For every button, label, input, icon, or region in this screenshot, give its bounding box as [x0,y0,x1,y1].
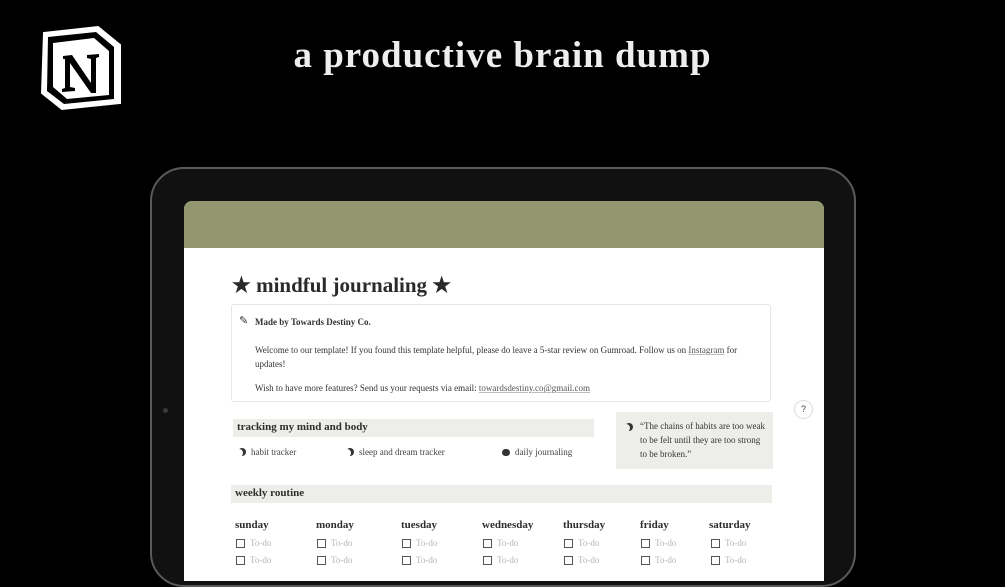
callout-wish [255,383,590,393]
checkbox-icon[interactable] [641,556,650,565]
tracking-heading: tracking my mind and body [233,419,594,437]
weekly-heading: weekly routine [231,485,772,503]
todo-placeholder: To-do [725,555,747,565]
callout-made-by: Made by Towards Destiny Co. [255,317,371,327]
link-sleep-tracker[interactable] [346,447,445,457]
quote-callout[interactable] [616,412,773,469]
todo-placeholder: To-do [578,538,600,548]
todo-item[interactable] [711,555,746,565]
wish-text: Wish to have more features? Send us your requests via email: [255,383,479,393]
cover-image[interactable] [184,201,824,248]
checkbox-icon[interactable] [317,556,326,565]
todo-item[interactable] [402,538,437,548]
todo-placeholder: To-do [497,538,519,548]
day-wednesday: wednesday [482,519,534,531]
todo-item[interactable] [402,555,437,565]
checkbox-icon[interactable] [402,556,411,565]
link-daily-journaling[interactable] [502,447,572,457]
help-button[interactable]: ? [794,400,813,419]
checkbox-icon[interactable] [564,556,573,565]
checkbox-icon[interactable] [402,539,411,548]
todo-item[interactable] [564,538,599,548]
day-monday: monday [316,519,354,531]
todo-item[interactable] [641,555,676,565]
todo-placeholder: To-do [250,555,272,565]
day-tuesday: tuesday [401,519,438,531]
info-callout[interactable] [231,304,771,402]
link-habit-tracker[interactable] [238,447,296,457]
instagram-link[interactable]: Instagram [688,345,725,355]
todo-item[interactable] [317,538,352,548]
checkbox-icon[interactable] [483,539,492,548]
checkbox-icon[interactable] [317,539,326,548]
todo-item[interactable] [317,555,352,565]
chat-bubble-icon [502,449,510,456]
pencil-icon: ✎ [239,315,249,327]
checkbox-icon[interactable] [236,539,245,548]
notion-page [184,201,824,581]
checkbox-icon[interactable] [236,556,245,565]
email-link[interactable]: towardsdestiny.co@gmail.com [478,383,591,393]
checkbox-icon[interactable] [564,539,573,548]
todo-placeholder: To-do [578,555,600,565]
checkbox-icon[interactable] [483,556,492,565]
moon-icon [625,423,633,431]
checkbox-icon[interactable] [711,539,720,548]
todo-placeholder: To-do [416,538,438,548]
callout-welcome [255,343,755,371]
todo-placeholder: To-do [497,555,519,565]
moon-icon [346,448,354,456]
todo-item[interactable] [564,555,599,565]
link-label: sleep and dream tracker [359,447,445,457]
todo-item[interactable] [236,538,271,548]
todo-placeholder: To-do [655,555,677,565]
checkbox-icon[interactable] [711,556,720,565]
page-title[interactable]: ★ mindful journaling ★ [232,273,452,297]
tablet-camera [163,408,168,413]
link-label: habit tracker [251,447,297,457]
link-label: daily journaling [515,447,573,457]
todo-item[interactable] [483,538,518,548]
moon-icon [238,448,246,456]
day-friday: friday [640,519,669,531]
todo-placeholder: To-do [250,538,272,548]
welcome-text: Welcome to our template! If you found this template helpful, please do leave a 5-star review on Gumroad. Follow us on [255,345,689,355]
todo-item[interactable] [711,538,746,548]
todo-placeholder: To-do [416,555,438,565]
todo-placeholder: To-do [331,538,353,548]
checkbox-icon[interactable] [641,539,650,548]
day-sunday: sunday [235,519,269,531]
quote-text: “The chains of habits are too weak to be felt until they are too strong to be broken.” [640,421,765,459]
todo-placeholder: To-do [655,538,677,548]
todo-item[interactable] [236,555,271,565]
todo-placeholder: To-do [725,538,747,548]
todo-placeholder: To-do [331,555,353,565]
welcome-suffix: for updates! [255,345,738,369]
todo-item[interactable] [483,555,518,565]
day-saturday: saturday [709,519,751,531]
day-thursday: thursday [563,519,606,531]
headline: a productive brain dump [293,35,712,76]
todo-item[interactable] [641,538,676,548]
